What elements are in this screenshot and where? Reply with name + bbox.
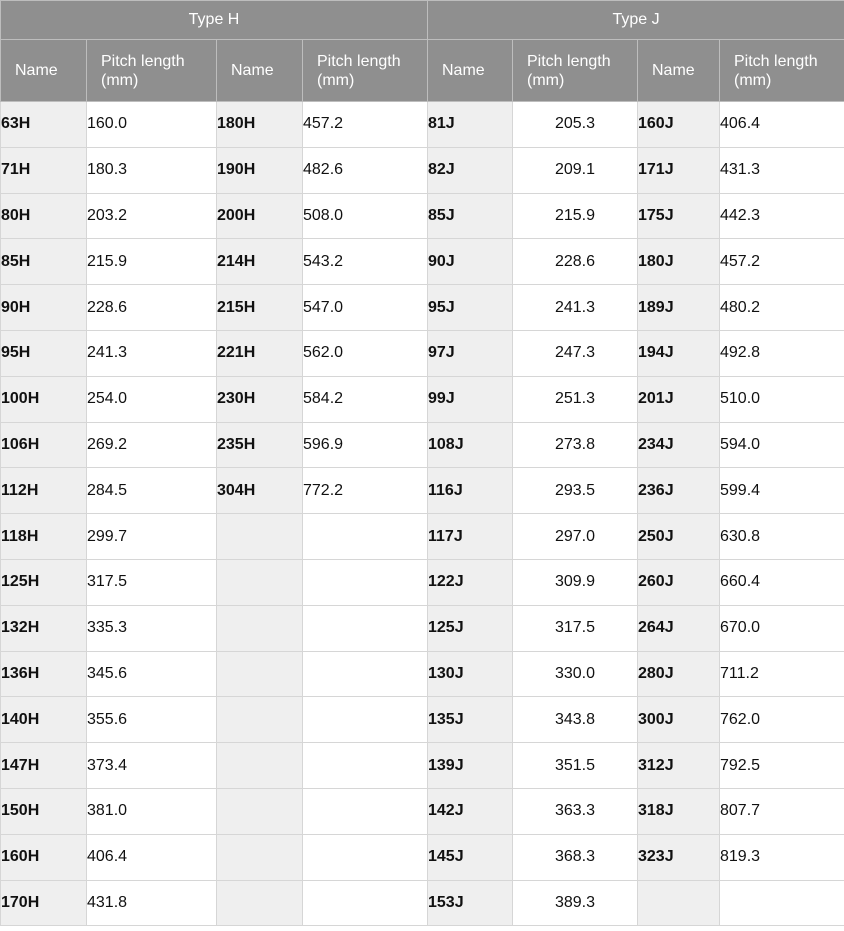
belt-name-cell: 108J — [428, 422, 513, 468]
pitch-length-cell: 284.5 — [87, 468, 217, 514]
belt-name-cell: 200H — [217, 193, 303, 239]
pitch-length-cell: 368.3 — [513, 834, 638, 880]
pitch-length-cell: 492.8 — [720, 330, 844, 376]
table-row — [1, 376, 844, 422]
col-header-pitch: Pitch length (mm) — [720, 40, 844, 102]
belt-name-cell: 82J — [428, 147, 513, 193]
pitch-length-cell: 247.3 — [513, 330, 638, 376]
belt-name-cell: 81J — [428, 102, 513, 148]
table-row — [1, 514, 844, 560]
pitch-length-cell: 406.4 — [720, 102, 844, 148]
belt-name-cell: 145J — [428, 834, 513, 880]
belt-name-cell: 264J — [638, 605, 720, 651]
pitch-length-cell — [303, 514, 428, 560]
belt-name-cell: 260J — [638, 559, 720, 605]
pitch-length-cell — [303, 559, 428, 605]
pitch-length-cell: 431.8 — [87, 880, 217, 926]
pitch-length-cell: 480.2 — [720, 285, 844, 331]
group-header-row — [1, 1, 844, 40]
pitch-length-cell: 547.0 — [303, 285, 428, 331]
pitch-length-cell — [303, 743, 428, 789]
belt-name-cell: 71H — [1, 147, 87, 193]
belt-name-cell: 323J — [638, 834, 720, 880]
col-header-pitch: Pitch length (mm) — [303, 40, 428, 102]
belt-name-cell: 136H — [1, 651, 87, 697]
belt-name-cell — [217, 880, 303, 926]
pitch-length-cell — [303, 834, 428, 880]
belt-name-cell: 318J — [638, 788, 720, 834]
pitch-length-cell: 309.9 — [513, 559, 638, 605]
belt-name-cell: 135J — [428, 697, 513, 743]
pitch-length-cell: 273.8 — [513, 422, 638, 468]
table-row — [1, 651, 844, 697]
belt-name-cell: 118H — [1, 514, 87, 560]
belt-name-cell: 153J — [428, 880, 513, 926]
belt-name-cell — [217, 651, 303, 697]
pitch-length-cell: 343.8 — [513, 697, 638, 743]
belt-name-cell: 160J — [638, 102, 720, 148]
group-type-j: Type J — [428, 1, 844, 40]
pitch-length-cell: 363.3 — [513, 788, 638, 834]
pitch-length-cell: 215.9 — [87, 239, 217, 285]
belt-name-cell: 230H — [217, 376, 303, 422]
table-row — [1, 422, 844, 468]
belt-name-cell: 97J — [428, 330, 513, 376]
belt-name-cell: 95H — [1, 330, 87, 376]
pitch-length-cell: 819.3 — [720, 834, 844, 880]
belt-name-cell: 80H — [1, 193, 87, 239]
pitch-length-cell: 205.3 — [513, 102, 638, 148]
belt-name-cell: 215H — [217, 285, 303, 331]
pitch-length-cell: 228.6 — [87, 285, 217, 331]
pitch-length-cell — [303, 651, 428, 697]
belt-name-cell: 132H — [1, 605, 87, 651]
pitch-length-cell: 431.3 — [720, 147, 844, 193]
belt-name-cell — [217, 605, 303, 651]
belt-name-cell — [217, 834, 303, 880]
belt-name-cell: 234J — [638, 422, 720, 468]
pitch-length-cell: 335.3 — [87, 605, 217, 651]
pitch-length-cell: 269.2 — [87, 422, 217, 468]
table-row — [1, 743, 844, 789]
pitch-length-cell: 180.3 — [87, 147, 217, 193]
pitch-length-cell: 596.9 — [303, 422, 428, 468]
belt-name-cell: 99J — [428, 376, 513, 422]
pitch-length-cell: 330.0 — [513, 651, 638, 697]
belt-name-cell: 304H — [217, 468, 303, 514]
pitch-length-cell: 209.1 — [513, 147, 638, 193]
pitch-length-cell: 772.2 — [303, 468, 428, 514]
table-row — [1, 468, 844, 514]
belt-name-cell: 194J — [638, 330, 720, 376]
pitch-length-cell: 317.5 — [513, 605, 638, 651]
table-row — [1, 147, 844, 193]
belt-name-cell: 85H — [1, 239, 87, 285]
pitch-length-cell: 670.0 — [720, 605, 844, 651]
belt-name-cell: 142J — [428, 788, 513, 834]
table-row — [1, 880, 844, 926]
pitch-length-cell: 792.5 — [720, 743, 844, 789]
belt-name-cell: 140H — [1, 697, 87, 743]
belt-name-cell — [638, 880, 720, 926]
pitch-length-cell: 510.0 — [720, 376, 844, 422]
table-row — [1, 239, 844, 285]
pitch-length-cell: 381.0 — [87, 788, 217, 834]
table-row — [1, 697, 844, 743]
belt-name-cell: 175J — [638, 193, 720, 239]
pitch-length-cell: 355.6 — [87, 697, 217, 743]
pitch-length-cell: 457.2 — [720, 239, 844, 285]
group-type-h: Type H — [1, 1, 428, 40]
col-header-name: Name — [428, 40, 513, 102]
belt-name-cell: 312J — [638, 743, 720, 789]
belt-name-cell: 189J — [638, 285, 720, 331]
belt-name-cell: 95J — [428, 285, 513, 331]
pitch-length-cell: 508.0 — [303, 193, 428, 239]
belt-name-cell: 112H — [1, 468, 87, 514]
pitch-length-cell: 660.4 — [720, 559, 844, 605]
pitch-length-cell: 203.2 — [87, 193, 217, 239]
belt-name-cell: 122J — [428, 559, 513, 605]
pitch-length-cell: 373.4 — [87, 743, 217, 789]
pitch-length-cell: 293.5 — [513, 468, 638, 514]
belt-name-cell: 214H — [217, 239, 303, 285]
pitch-length-cell: 594.0 — [720, 422, 844, 468]
belt-name-cell: 106H — [1, 422, 87, 468]
belt-name-cell: 116J — [428, 468, 513, 514]
pitch-length-cell: 482.6 — [303, 147, 428, 193]
belt-name-cell: 139J — [428, 743, 513, 789]
pitch-length-cell: 711.2 — [720, 651, 844, 697]
pitch-length-cell: 562.0 — [303, 330, 428, 376]
pitch-length-cell: 543.2 — [303, 239, 428, 285]
belt-name-cell: 170H — [1, 880, 87, 926]
belt-name-cell: 180J — [638, 239, 720, 285]
belt-name-cell: 160H — [1, 834, 87, 880]
pitch-length-cell: 457.2 — [303, 102, 428, 148]
pitch-length-cell: 406.4 — [87, 834, 217, 880]
pitch-length-cell: 630.8 — [720, 514, 844, 560]
pitch-length-cell: 160.0 — [87, 102, 217, 148]
belt-name-cell: 90H — [1, 285, 87, 331]
belt-name-cell: 130J — [428, 651, 513, 697]
table-row — [1, 834, 844, 880]
pitch-length-cell: 599.4 — [720, 468, 844, 514]
pitch-length-cell: 317.5 — [87, 559, 217, 605]
table-row — [1, 193, 844, 239]
pitch-length-cell: 762.0 — [720, 697, 844, 743]
belt-name-cell: 171J — [638, 147, 720, 193]
belt-name-cell: 236J — [638, 468, 720, 514]
belt-name-cell: 63H — [1, 102, 87, 148]
belt-name-cell: 201J — [638, 376, 720, 422]
col-header-pitch: Pitch length (mm) — [87, 40, 217, 102]
belt-name-cell — [217, 743, 303, 789]
col-header-pitch: Pitch length (mm) — [513, 40, 638, 102]
pitch-length-cell: 807.7 — [720, 788, 844, 834]
table-row — [1, 559, 844, 605]
pitch-length-cell: 215.9 — [513, 193, 638, 239]
belt-name-cell: 190H — [217, 147, 303, 193]
belt-name-cell — [217, 697, 303, 743]
pitch-length-cell: 351.5 — [513, 743, 638, 789]
belt-name-cell: 90J — [428, 239, 513, 285]
pitch-length-cell: 389.3 — [513, 880, 638, 926]
pitch-length-cell — [303, 697, 428, 743]
pitch-length-cell: 254.0 — [87, 376, 217, 422]
belt-name-cell — [217, 514, 303, 560]
pitch-length-cell — [303, 788, 428, 834]
pitch-length-cell: 241.3 — [513, 285, 638, 331]
pitch-length-cell: 299.7 — [87, 514, 217, 560]
column-header-row — [1, 40, 844, 102]
belt-name-cell: 125J — [428, 605, 513, 651]
belt-name-cell: 180H — [217, 102, 303, 148]
belt-name-cell — [217, 559, 303, 605]
pitch-length-cell — [720, 880, 844, 926]
belt-name-cell: 250J — [638, 514, 720, 560]
pitch-length-cell: 442.3 — [720, 193, 844, 239]
belt-name-cell: 150H — [1, 788, 87, 834]
belt-name-cell: 125H — [1, 559, 87, 605]
table-row — [1, 605, 844, 651]
pitch-length-cell: 228.6 — [513, 239, 638, 285]
table-row — [1, 788, 844, 834]
pitch-length-cell: 584.2 — [303, 376, 428, 422]
belt-name-cell: 300J — [638, 697, 720, 743]
belt-name-cell: 235H — [217, 422, 303, 468]
table-row — [1, 102, 844, 148]
belt-name-cell: 147H — [1, 743, 87, 789]
pitch-length-cell — [303, 605, 428, 651]
col-header-name: Name — [217, 40, 303, 102]
table-body — [1, 102, 844, 926]
pitch-length-cell: 241.3 — [87, 330, 217, 376]
belt-name-cell — [217, 788, 303, 834]
col-header-name: Name — [638, 40, 720, 102]
belt-name-cell: 100H — [1, 376, 87, 422]
pitch-length-cell: 297.0 — [513, 514, 638, 560]
col-header-name: Name — [1, 40, 87, 102]
belt-name-cell: 117J — [428, 514, 513, 560]
pitch-length-cell — [303, 880, 428, 926]
belt-name-cell: 280J — [638, 651, 720, 697]
belt-name-cell: 221H — [217, 330, 303, 376]
pitch-length-cell: 345.6 — [87, 651, 217, 697]
pitch-length-cell: 251.3 — [513, 376, 638, 422]
belt-name-cell: 85J — [428, 193, 513, 239]
table-row — [1, 285, 844, 331]
table-row — [1, 330, 844, 376]
